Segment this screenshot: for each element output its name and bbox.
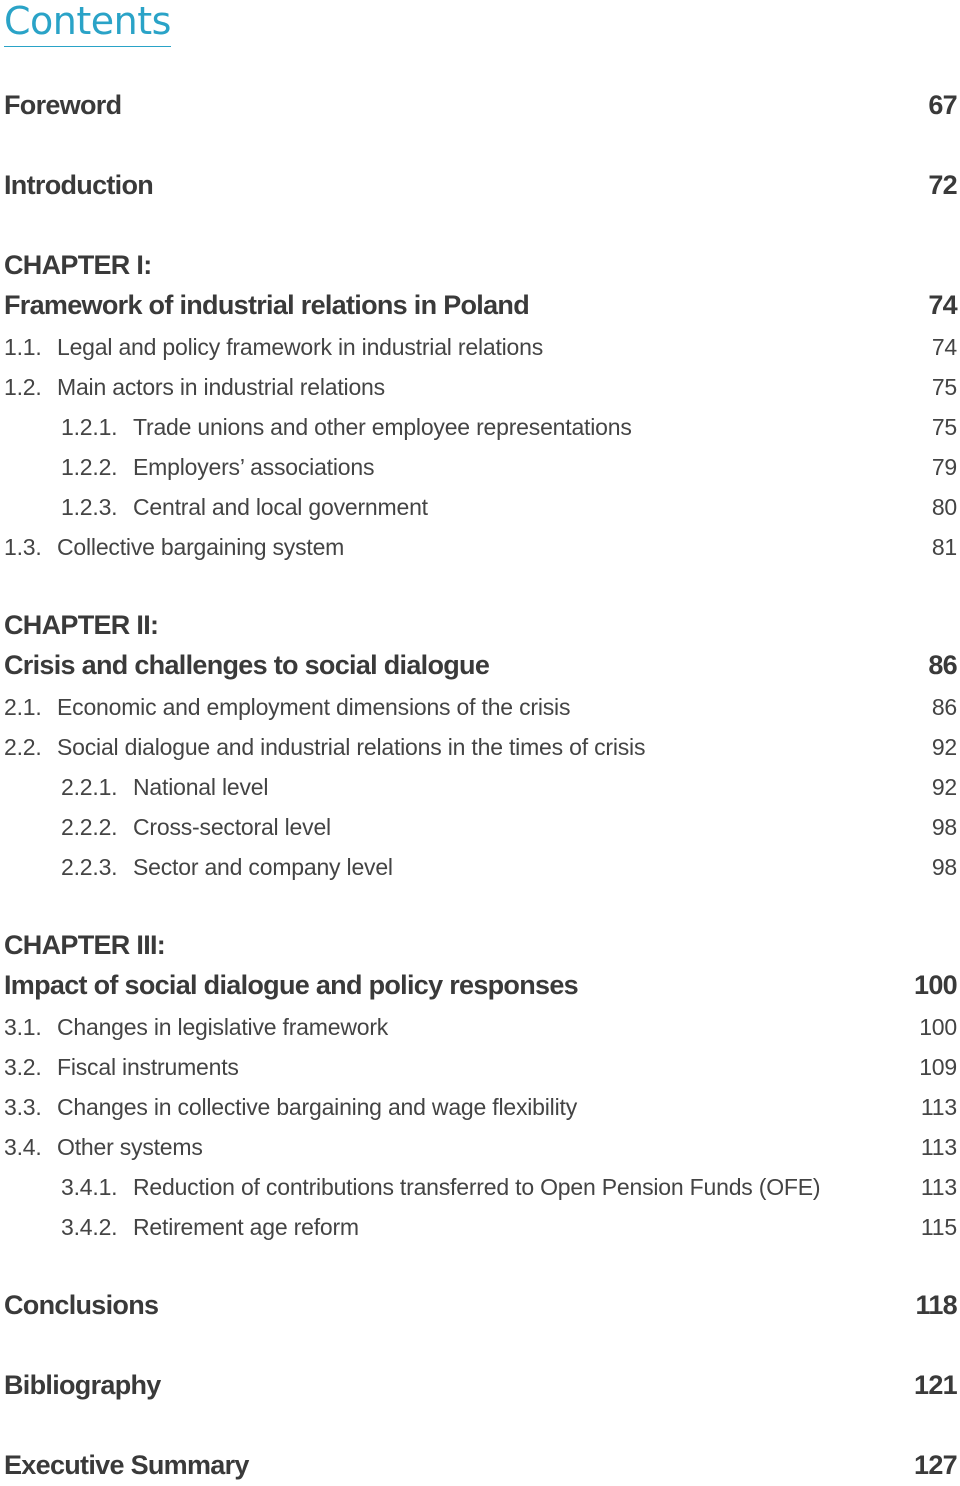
section-number: 3.4.	[4, 1134, 42, 1160]
toc-page-number: 74	[928, 290, 957, 320]
section-number: 1.3.	[4, 534, 42, 560]
toc-entry-1-3[interactable]	[0, 527, 960, 567]
chapter-label-2	[0, 605, 960, 645]
toc-entry-1-2-3[interactable]	[0, 487, 960, 527]
toc-entry-label: Retirement age reform	[133, 1214, 359, 1240]
toc-entry-label: Social dialogue and industrial relations in the times of crisis	[57, 734, 646, 760]
toc-entry-1-2[interactable]	[0, 367, 960, 407]
toc-entry-3-4[interactable]	[0, 1127, 960, 1167]
toc-page-number: 67	[928, 90, 957, 120]
toc-page-number: 121	[914, 1370, 957, 1400]
toc-entry-3-3[interactable]	[0, 1087, 960, 1127]
toc-entry-3-1[interactable]	[0, 1007, 960, 1047]
toc-entry-label: Main actors in industrial relations	[57, 374, 385, 400]
section-number: 2.2.	[4, 734, 42, 760]
toc-entry-label: Crisis and challenges to social dialogue	[4, 650, 490, 680]
toc-page-number: 98	[931, 854, 957, 880]
section-number: 1.2.2.	[61, 454, 118, 480]
toc-entry-label: Sector and company level	[133, 854, 393, 880]
toc-page-number: 75	[931, 374, 957, 400]
toc-entry-label: Collective bargaining system	[57, 534, 345, 560]
toc-entry-chapter-1[interactable]	[0, 285, 960, 325]
toc-page-number: 115	[920, 1214, 957, 1240]
toc-entry-2-2-2[interactable]	[0, 807, 960, 847]
chapter-label-1	[0, 245, 960, 285]
toc-entry-chapter-2[interactable]	[0, 645, 960, 685]
section-number: 2.1.	[4, 694, 42, 720]
section-number: 1.2.1.	[61, 414, 118, 440]
toc-entry-label: Impact of social dialogue and policy responses	[4, 970, 578, 1000]
toc-entry-chapter-3[interactable]	[0, 965, 960, 1005]
toc-entry-1-1[interactable]	[0, 327, 960, 367]
toc-entry-label: Bibliography	[4, 1370, 161, 1400]
section-number: 3.3.	[4, 1094, 42, 1120]
toc-entry-label: Executive Summary	[4, 1450, 249, 1480]
toc-page-number: 113	[920, 1174, 957, 1200]
section-number: 3.2.	[4, 1054, 42, 1080]
toc-page-number: 113	[920, 1094, 957, 1120]
toc-entry-label: Central and local government	[133, 494, 428, 520]
toc-entry-label: Changes in legislative framework	[57, 1014, 389, 1040]
toc-entry-2-2[interactable]	[0, 727, 960, 767]
toc-entry-label: Legal and policy framework in industrial relations	[57, 334, 544, 360]
toc-page-number: 80	[931, 494, 957, 520]
toc-page-number: 118	[915, 1290, 957, 1320]
chapter-label: CHAPTER II:	[4, 610, 159, 640]
toc-entry-label: Conclusions	[4, 1290, 159, 1320]
toc-entry-label: Employers’ associations	[133, 454, 375, 480]
chapter-label-3	[0, 925, 960, 965]
toc-page-number: 81	[931, 534, 957, 560]
toc-entry-label: Fiscal instruments	[57, 1054, 239, 1080]
toc-page-number: 109	[919, 1054, 957, 1080]
toc-entry-label: Trade unions and other employee representations	[133, 414, 632, 440]
toc-entry-2-1[interactable]	[0, 687, 960, 727]
toc-entry-2-2-3[interactable]	[0, 847, 960, 887]
toc-page-number: 86	[928, 650, 957, 680]
toc-entry-label: Cross-sectoral level	[133, 814, 331, 840]
chapter-label: CHAPTER III:	[4, 930, 166, 960]
toc-entry-label: Reduction of contributions transferred to Open Pension Funds (OFE)	[133, 1174, 821, 1200]
toc-entry-label: National level	[133, 774, 269, 800]
toc-page-number: 92	[931, 734, 957, 760]
toc-entry-label: Other systems	[57, 1134, 203, 1160]
section-number: 3.4.1.	[61, 1174, 118, 1200]
toc-page-number: 74	[931, 334, 957, 360]
toc-page-number: 75	[931, 414, 957, 440]
toc-page-number: 127	[914, 1450, 957, 1480]
toc-entry-label: Changes in collective bargaining and wage flexibility	[57, 1094, 577, 1120]
toc-entry-label: Introduction	[4, 170, 154, 200]
page-title: Contents	[4, 0, 171, 47]
section-number: 3.1.	[4, 1014, 42, 1040]
toc-entry-label: Economic and employment dimensions of the crisis	[57, 694, 571, 720]
section-number: 2.2.2.	[61, 814, 118, 840]
toc-page-number: 113	[920, 1134, 957, 1160]
toc-entry-label: Framework of industrial relations in Poland	[4, 290, 529, 320]
toc-page-number: 86	[931, 694, 957, 720]
toc-page-number: 100	[919, 1014, 957, 1040]
toc-entry-2-2-1[interactable]	[0, 767, 960, 807]
chapter-label: CHAPTER I:	[4, 250, 152, 280]
section-number: 1.2.3.	[61, 494, 118, 520]
section-number: 1.1.	[4, 334, 42, 360]
toc-entry-executive-summary[interactable]	[0, 1445, 960, 1485]
toc-page-number: 100	[914, 970, 957, 1000]
toc-page-number: 98	[931, 814, 957, 840]
toc-page-number: 79	[931, 454, 957, 480]
toc-entry-introduction[interactable]	[0, 165, 960, 205]
toc-entry-conclusions[interactable]	[0, 1285, 960, 1325]
toc-entry-1-2-2[interactable]	[0, 447, 960, 487]
toc-entry-3-2[interactable]	[0, 1047, 960, 1087]
toc-entry-3-4-2[interactable]	[0, 1207, 960, 1247]
toc-entry-1-2-1[interactable]	[0, 407, 960, 447]
toc-entry-3-4-1[interactable]	[0, 1167, 960, 1207]
section-number: 2.2.3.	[61, 854, 118, 880]
toc-page-number: 72	[928, 170, 957, 200]
section-number: 3.4.2.	[61, 1214, 118, 1240]
toc-entry-bibliography[interactable]	[0, 1365, 960, 1405]
toc-entry-label: Foreword	[4, 90, 122, 120]
toc-page-number: 92	[931, 774, 957, 800]
toc-entry-foreword[interactable]	[0, 85, 960, 125]
section-number: 2.2.1.	[61, 774, 118, 800]
section-number: 1.2.	[4, 374, 42, 400]
